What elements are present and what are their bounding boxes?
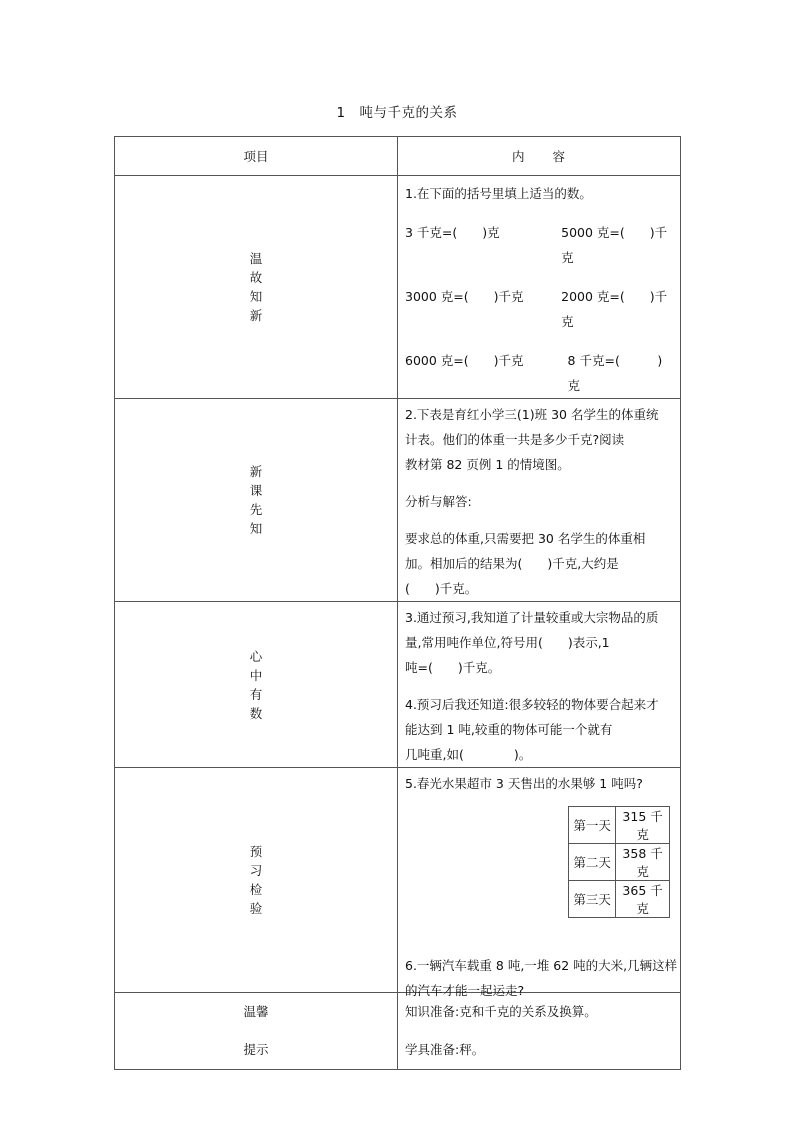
section-label-heart: 心中有数 xyxy=(115,602,398,768)
exercise-row-2 xyxy=(405,284,670,334)
exercise-row-3 xyxy=(405,348,670,398)
question-6: 6.一辆汽车载重 8 吨,一堆 62 吨的大米,几辆这样的汽车才能一起运走? xyxy=(405,958,678,998)
section-heart xyxy=(398,602,681,768)
table-row xyxy=(569,844,670,881)
analysis-heading: 分析与解答: xyxy=(405,494,472,509)
tip-tools: 学具准备:秤。 xyxy=(405,1042,485,1057)
worksheet-table xyxy=(114,136,681,1070)
question-1: 1.在下面的括号里填上适当的数。 xyxy=(405,186,592,201)
question-2-line1: 2.下表是育红小学三(1)班 30 名学生的体重统计表。他们的体重一共是多少千克?阅读 xyxy=(405,407,659,447)
weight-cell: 315 千克 xyxy=(616,807,670,844)
section-review xyxy=(398,176,681,399)
tip-knowledge: 知识准备:克和千克的关系及换算。 xyxy=(405,1004,597,1019)
exercise-2b: 2000 克=( )千克 xyxy=(561,289,668,329)
table-row xyxy=(569,807,670,844)
question-2-line2: 教材第 82 页例 1 的情境图。 xyxy=(405,457,570,472)
header-item: 项目 xyxy=(115,137,398,176)
day-cell: 第三天 xyxy=(569,881,616,918)
exercise-3a: 6000 克=( )千克 xyxy=(405,353,524,368)
section-new xyxy=(398,399,681,602)
header-content: 内 容 xyxy=(398,137,681,176)
exercise-1a: 3 千克=( )克 xyxy=(405,225,500,240)
exercise-row-1 xyxy=(405,220,670,270)
question-5: 5.春光水果超市 3 天售出的水果够 1 吨吗? xyxy=(405,776,643,791)
exercise-2a: 3000 克=( )千克 xyxy=(405,289,524,304)
weight-cell: 365 千克 xyxy=(616,881,670,918)
section-check xyxy=(398,768,681,998)
section-label-new: 新课先知 xyxy=(115,399,398,602)
day-cell: 第一天 xyxy=(569,807,616,844)
question-3-line2: 吨=( )千克。 xyxy=(405,660,501,675)
section-label-check: 预习检验 xyxy=(115,768,398,993)
section-label-tips: 温馨 提示 xyxy=(115,993,398,1070)
section-label-review: 温故知新 xyxy=(115,176,398,399)
table-row xyxy=(569,881,670,918)
question-4-line2: 几吨重,如( )。 xyxy=(405,747,532,762)
question-3-line1: 3.通过预习,我知道了计量较重或大宗物品的质量,常用吨作单位,符号用( )表示,1 xyxy=(405,610,659,650)
day-cell: 第二天 xyxy=(569,844,616,881)
section-tips xyxy=(398,993,681,1070)
answer-line2: ( )千克。 xyxy=(405,581,478,596)
question-4-line1: 4.预习后我还知道:很多较轻的物体要合起来才能达到 1 吨,较重的物体可能一个就有 xyxy=(405,697,659,737)
fruit-sales-table xyxy=(568,806,670,918)
weight-cell: 358 千克 xyxy=(616,844,670,881)
exercise-1b: 5000 克=( )千克 xyxy=(561,225,668,265)
page-title: 1 吨与千克的关系 xyxy=(336,105,458,121)
answer-line1: 要求总的体重,只需要把 30 名学生的体重相加。相加后的结果为( )千克,大约是 xyxy=(405,531,646,571)
exercise-3b: 8 千克=( )克 xyxy=(567,353,663,393)
